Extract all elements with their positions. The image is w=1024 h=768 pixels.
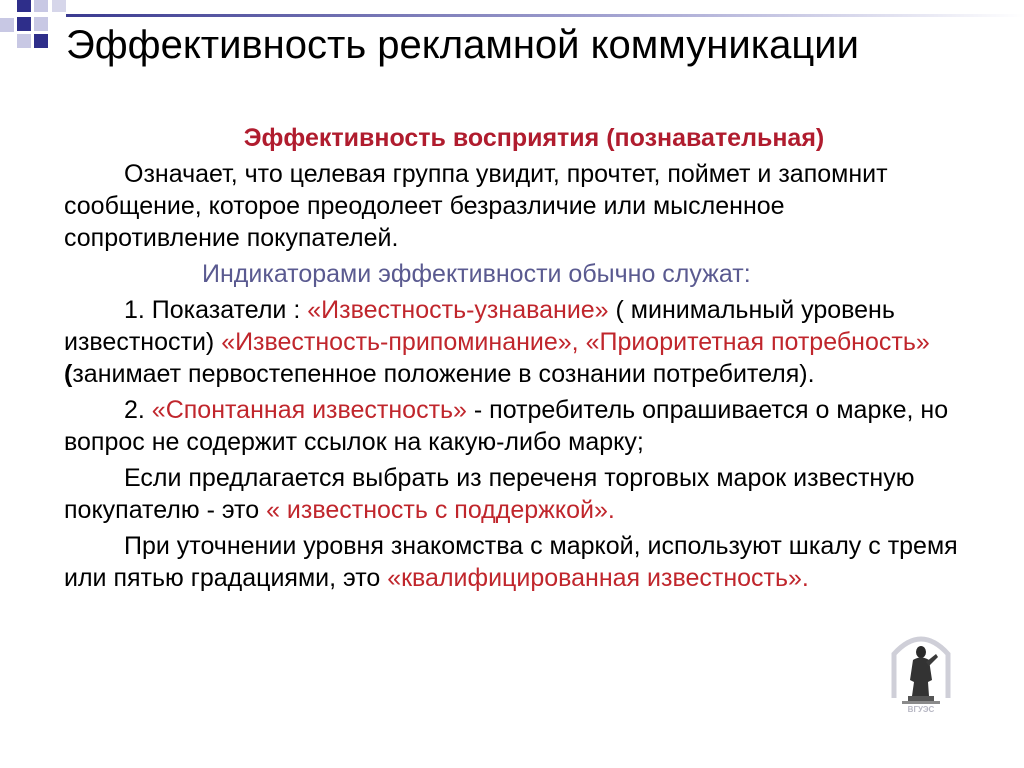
item1-term-recall-priority: «Известность-припоминание», «Приоритетная потребность» bbox=[221, 328, 930, 356]
item2-suffix: - потребитель опрашивается о марке, но вопрос не содержит ссылок на какую-либо марку; bbox=[64, 396, 949, 456]
indicators-heading: Индикаторами эффективности обычно служат: bbox=[202, 260, 751, 288]
slide-body bbox=[64, 122, 964, 598]
indicator-item-2 bbox=[64, 394, 964, 458]
item4-prefix: При уточнении уровня знакомства с маркой, используют шкалу с тремя или пятью градациями, это bbox=[64, 532, 958, 592]
indicator-item-1 bbox=[64, 294, 964, 390]
slide-title: Эффективность рекламной коммуникации bbox=[66, 23, 859, 67]
definition-paragraph: Означает, что целевая группа увидит, прочтет, поймет и запомнит сообщение, которое преодолеет безразличие или мысленное сопротивление покупателей. bbox=[64, 160, 888, 252]
slide-subtitle: Эффективность восприятия (познавательная) bbox=[243, 124, 825, 152]
university-logo-icon bbox=[888, 628, 954, 714]
item2-term: «Спонтанная известность» bbox=[151, 396, 467, 424]
item4-term: «квалифицированная известность». bbox=[387, 564, 809, 592]
item1-suffix: занимает первостепенное положение в сознании потребителя). bbox=[72, 360, 815, 388]
item3-term: « известность с поддержкой». bbox=[266, 496, 615, 524]
item1-note: ( минимальный уровень известности) bbox=[64, 296, 895, 356]
indicator-item-3 bbox=[64, 462, 964, 526]
logo-text: ВГУЭС bbox=[907, 705, 935, 714]
item3-prefix: Если предлагается выбрать из переченя торговых марок известную покупателю - это bbox=[64, 464, 915, 524]
item1-term-recognition: «Известность-узнавание» bbox=[307, 296, 609, 324]
item1-paren: ( bbox=[64, 360, 73, 388]
item2-prefix: 2. bbox=[124, 396, 152, 424]
indicator-item-4 bbox=[64, 530, 964, 594]
item1-prefix: 1. Показатели : bbox=[124, 296, 308, 324]
